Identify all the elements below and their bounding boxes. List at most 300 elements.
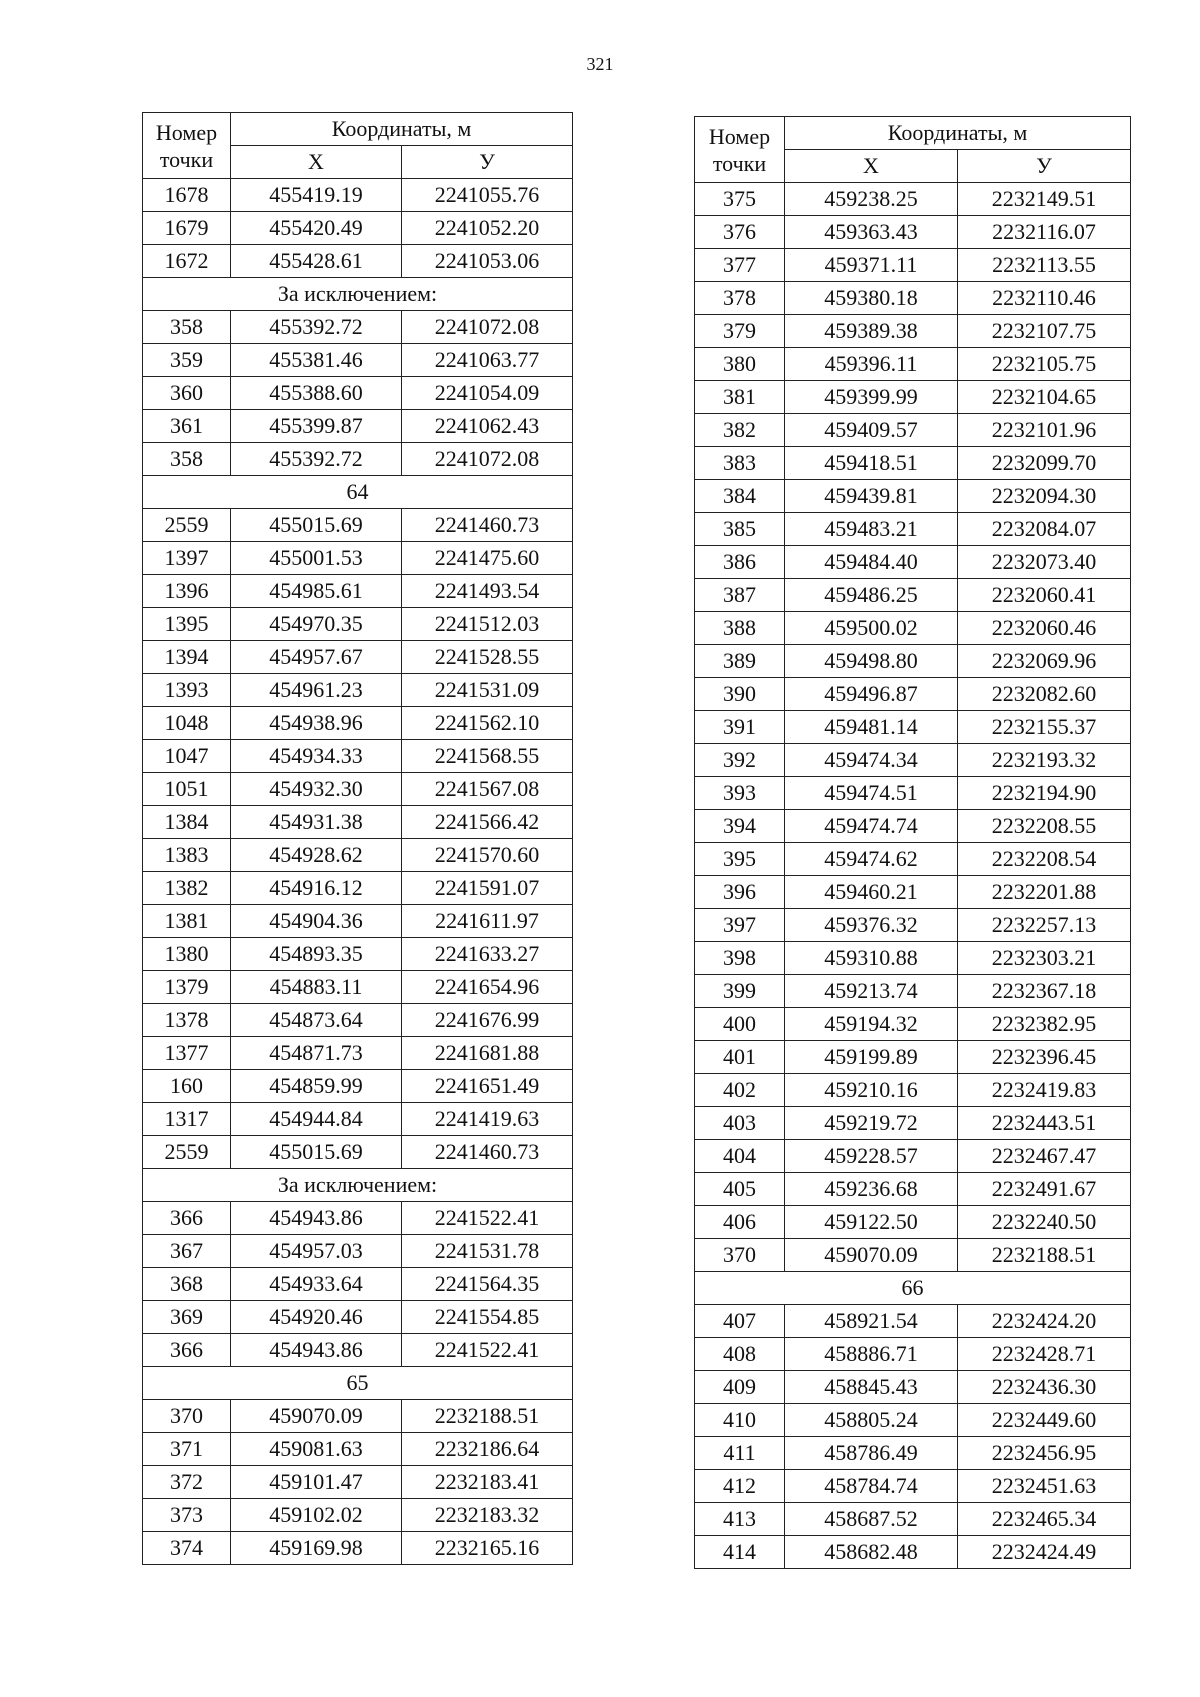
point-number-cell: 386 <box>695 546 785 579</box>
table-row <box>695 348 1131 381</box>
point-number-cell: 1048 <box>143 707 231 740</box>
table-row <box>695 183 1131 216</box>
y-coordinate-cell: 2241566.42 <box>402 806 573 839</box>
y-coordinate-cell: 2232104.65 <box>958 381 1131 414</box>
table-body <box>143 179 573 1565</box>
y-coordinate-cell: 2232073.40 <box>958 546 1131 579</box>
table-row <box>695 810 1131 843</box>
y-coordinate-cell: 2241591.07 <box>402 872 573 905</box>
table-row <box>143 773 573 806</box>
point-number-cell: 396 <box>695 876 785 909</box>
table-row <box>143 872 573 905</box>
point-number-cell: 387 <box>695 579 785 612</box>
x-coordinate-cell: 454961.23 <box>231 674 402 707</box>
y-coordinate-cell: 2241611.97 <box>402 905 573 938</box>
table-row <box>143 1466 573 1499</box>
table-row <box>695 909 1131 942</box>
table-row <box>143 179 573 212</box>
y-coordinate-cell: 2241062.43 <box>402 410 573 443</box>
point-number-cell: 367 <box>143 1235 231 1268</box>
y-coordinate-cell: 2232443.51 <box>958 1107 1131 1140</box>
table-row <box>143 1136 573 1169</box>
point-number-cell: 392 <box>695 744 785 777</box>
table-row <box>695 282 1131 315</box>
table-row <box>143 1070 573 1103</box>
x-coordinate-cell: 459101.47 <box>231 1466 402 1499</box>
point-number-cell: 375 <box>695 183 785 216</box>
y-coordinate-cell: 2232208.54 <box>958 843 1131 876</box>
point-number-cell: 390 <box>695 678 785 711</box>
table-row <box>143 542 573 575</box>
y-coordinate-cell: 2232428.71 <box>958 1338 1131 1371</box>
x-coordinate-cell: 458786.49 <box>785 1437 958 1470</box>
table-row <box>695 381 1131 414</box>
x-coordinate-cell: 455428.61 <box>231 245 402 278</box>
point-number-cell: 370 <box>143 1400 231 1433</box>
x-coordinate-cell: 455381.46 <box>231 344 402 377</box>
point-number-cell: 394 <box>695 810 785 843</box>
point-number-cell: 411 <box>695 1437 785 1470</box>
y-coordinate-cell: 2232451.63 <box>958 1470 1131 1503</box>
table-row <box>143 212 573 245</box>
point-number-cell: 1377 <box>143 1037 231 1070</box>
x-coordinate-cell: 459439.81 <box>785 480 958 513</box>
x-coordinate-cell: 455419.19 <box>231 179 402 212</box>
point-number-cell: 1380 <box>143 938 231 971</box>
coordinates-table-right <box>694 116 1131 1569</box>
table-row <box>143 839 573 872</box>
table-row <box>695 975 1131 1008</box>
y-coordinate-cell: 2232193.32 <box>958 744 1131 777</box>
coordinates-table-left <box>142 112 573 1565</box>
point-number-cell: 1397 <box>143 542 231 575</box>
table-row <box>143 707 573 740</box>
y-coordinate-cell: 2241054.09 <box>402 377 573 410</box>
section-label: 65 <box>143 1367 573 1400</box>
y-coordinate-cell: 2232257.13 <box>958 909 1131 942</box>
x-coordinate-cell: 454985.61 <box>231 575 402 608</box>
x-coordinate-cell: 458921.54 <box>785 1305 958 1338</box>
x-coordinate-cell: 454957.03 <box>231 1235 402 1268</box>
x-column-header: Х <box>231 146 402 179</box>
y-coordinate-cell: 2232419.83 <box>958 1074 1131 1107</box>
y-coordinate-cell: 2241475.60 <box>402 542 573 575</box>
table-row <box>695 1173 1131 1206</box>
x-coordinate-cell: 459228.57 <box>785 1140 958 1173</box>
y-coordinate-cell: 2232396.45 <box>958 1041 1131 1074</box>
point-number-cell: 399 <box>695 975 785 1008</box>
y-coordinate-cell: 2232424.49 <box>958 1536 1131 1569</box>
y-coordinate-cell: 2232155.37 <box>958 711 1131 744</box>
x-coordinate-cell: 459371.11 <box>785 249 958 282</box>
y-coordinate-cell: 2241562.10 <box>402 707 573 740</box>
table-row <box>695 1437 1131 1470</box>
point-number-cell: 400 <box>695 1008 785 1041</box>
point-number-cell: 404 <box>695 1140 785 1173</box>
x-coordinate-cell: 459474.34 <box>785 744 958 777</box>
table-row <box>143 575 573 608</box>
point-number-header-line1: Номер <box>708 123 771 149</box>
x-coordinate-cell: 459486.25 <box>785 579 958 612</box>
x-coordinate-cell: 454920.46 <box>231 1301 402 1334</box>
point-number-header-line1: Номер <box>155 119 218 145</box>
y-coordinate-cell: 2232382.95 <box>958 1008 1131 1041</box>
y-coordinate-cell: 2232116.07 <box>958 216 1131 249</box>
point-number-cell: 410 <box>695 1404 785 1437</box>
table-row <box>695 843 1131 876</box>
table-row <box>143 1202 573 1235</box>
point-number-cell: 1396 <box>143 575 231 608</box>
point-number-cell: 1382 <box>143 872 231 905</box>
point-number-cell: 413 <box>695 1503 785 1536</box>
point-number-cell: 373 <box>143 1499 231 1532</box>
x-coordinate-cell: 459474.74 <box>785 810 958 843</box>
x-coordinate-cell: 454931.38 <box>231 806 402 839</box>
x-coordinate-cell: 455420.49 <box>231 212 402 245</box>
point-number-cell: 393 <box>695 777 785 810</box>
y-coordinate-cell: 2232465.34 <box>958 1503 1131 1536</box>
x-coordinate-cell: 459418.51 <box>785 447 958 480</box>
y-coordinate-cell: 2232149.51 <box>958 183 1131 216</box>
point-number-cell: 383 <box>695 447 785 480</box>
table-row <box>143 344 573 377</box>
y-coordinate-cell: 2241072.08 <box>402 311 573 344</box>
table-row <box>695 414 1131 447</box>
x-coordinate-cell: 459483.21 <box>785 513 958 546</box>
section-label: За исключением: <box>143 278 573 311</box>
x-coordinate-cell: 454934.33 <box>231 740 402 773</box>
point-number-cell: 382 <box>695 414 785 447</box>
x-coordinate-cell: 458886.71 <box>785 1338 958 1371</box>
y-coordinate-cell: 2241564.35 <box>402 1268 573 1301</box>
coordinates-header: Координаты, м <box>785 117 1131 150</box>
point-number-cell: 1383 <box>143 839 231 872</box>
y-coordinate-cell: 2232424.20 <box>958 1305 1131 1338</box>
table-row <box>143 905 573 938</box>
point-number-cell: 1672 <box>143 245 231 278</box>
x-coordinate-cell: 459236.68 <box>785 1173 958 1206</box>
table-row <box>695 249 1131 282</box>
point-number-cell: 1678 <box>143 179 231 212</box>
x-coordinate-cell: 458687.52 <box>785 1503 958 1536</box>
point-number-cell: 414 <box>695 1536 785 1569</box>
x-coordinate-cell: 459363.43 <box>785 216 958 249</box>
x-coordinate-cell: 459399.99 <box>785 381 958 414</box>
x-coordinate-cell: 455388.60 <box>231 377 402 410</box>
x-coordinate-cell: 459081.63 <box>231 1433 402 1466</box>
table-row <box>695 447 1131 480</box>
point-number-cell: 401 <box>695 1041 785 1074</box>
point-number-cell: 409 <box>695 1371 785 1404</box>
table-row <box>695 513 1131 546</box>
x-coordinate-cell: 455001.53 <box>231 542 402 575</box>
point-number-header-line2: точки <box>159 146 214 172</box>
x-coordinate-cell: 455392.72 <box>231 443 402 476</box>
x-coordinate-cell: 459070.09 <box>785 1239 958 1272</box>
y-coordinate-cell: 2232303.21 <box>958 942 1131 975</box>
y-coordinate-cell: 2232060.41 <box>958 579 1131 612</box>
table-row <box>143 1334 573 1367</box>
table-row <box>695 1041 1131 1074</box>
x-coordinate-cell: 454932.30 <box>231 773 402 806</box>
table-row <box>143 938 573 971</box>
y-coordinate-cell: 2232060.46 <box>958 612 1131 645</box>
point-number-header-line2: точки <box>712 150 767 176</box>
y-coordinate-cell: 2241528.55 <box>402 641 573 674</box>
y-coordinate-cell: 2241568.55 <box>402 740 573 773</box>
point-number-cell: 370 <box>695 1239 785 1272</box>
x-coordinate-cell: 454893.35 <box>231 938 402 971</box>
point-number-cell: 372 <box>143 1466 231 1499</box>
x-coordinate-cell: 459219.72 <box>785 1107 958 1140</box>
section-row <box>695 1272 1131 1305</box>
point-number-cell: 397 <box>695 909 785 942</box>
table-row <box>143 1037 573 1070</box>
point-number-cell: 388 <box>695 612 785 645</box>
y-coordinate-cell: 2241531.09 <box>402 674 573 707</box>
point-number-cell: 1047 <box>143 740 231 773</box>
y-coordinate-cell: 2241493.54 <box>402 575 573 608</box>
x-coordinate-cell: 459409.57 <box>785 414 958 447</box>
table-row <box>695 777 1131 810</box>
table-row <box>695 1008 1131 1041</box>
table-row <box>695 1536 1131 1569</box>
x-coordinate-cell: 459474.62 <box>785 843 958 876</box>
x-coordinate-cell: 454873.64 <box>231 1004 402 1037</box>
point-number-cell: 377 <box>695 249 785 282</box>
y-coordinate-cell: 2241651.49 <box>402 1070 573 1103</box>
y-coordinate-cell: 2241512.03 <box>402 608 573 641</box>
table-row <box>695 876 1131 909</box>
point-number-cell: 402 <box>695 1074 785 1107</box>
x-column-header: Х <box>785 150 958 183</box>
point-number-cell: 1379 <box>143 971 231 1004</box>
table-row <box>143 1400 573 1433</box>
point-number-cell: 398 <box>695 942 785 975</box>
x-coordinate-cell: 459210.16 <box>785 1074 958 1107</box>
x-coordinate-cell: 459474.51 <box>785 777 958 810</box>
x-coordinate-cell: 454943.86 <box>231 1334 402 1367</box>
table-row <box>695 1404 1131 1437</box>
y-coordinate-cell: 2232082.60 <box>958 678 1131 711</box>
y-coordinate-cell: 2232188.51 <box>958 1239 1131 1272</box>
x-coordinate-cell: 454933.64 <box>231 1268 402 1301</box>
point-number-cell: 1679 <box>143 212 231 245</box>
y-coordinate-cell: 2232491.67 <box>958 1173 1131 1206</box>
y-coordinate-cell: 2232194.90 <box>958 777 1131 810</box>
y-coordinate-cell: 2232101.96 <box>958 414 1131 447</box>
point-number-cell: 366 <box>143 1334 231 1367</box>
table-row <box>695 612 1131 645</box>
table-row <box>143 971 573 1004</box>
table-body <box>695 183 1131 1569</box>
point-number-cell: 381 <box>695 381 785 414</box>
table-row <box>143 1103 573 1136</box>
table-row <box>143 1499 573 1532</box>
x-coordinate-cell: 459496.87 <box>785 678 958 711</box>
table-row <box>143 1433 573 1466</box>
x-coordinate-cell: 454916.12 <box>231 872 402 905</box>
point-number-cell: 368 <box>143 1268 231 1301</box>
y-coordinate-cell: 2232099.70 <box>958 447 1131 480</box>
x-coordinate-cell: 455392.72 <box>231 311 402 344</box>
y-coordinate-cell: 2232240.50 <box>958 1206 1131 1239</box>
point-number-cell: 369 <box>143 1301 231 1334</box>
x-coordinate-cell: 454943.86 <box>231 1202 402 1235</box>
point-number-cell: 379 <box>695 315 785 348</box>
x-coordinate-cell: 459213.74 <box>785 975 958 1008</box>
y-coordinate-cell: 2232456.95 <box>958 1437 1131 1470</box>
point-number-cell: 395 <box>695 843 785 876</box>
y-coordinate-cell: 2232084.07 <box>958 513 1131 546</box>
y-coordinate-cell: 2241063.77 <box>402 344 573 377</box>
point-number-cell: 412 <box>695 1470 785 1503</box>
table-row <box>695 480 1131 513</box>
section-row <box>143 1169 573 1202</box>
point-number-cell: 405 <box>695 1173 785 1206</box>
table-row <box>143 377 573 410</box>
y-coordinate-cell: 2241052.20 <box>402 212 573 245</box>
point-number-cell: 1317 <box>143 1103 231 1136</box>
y-coordinate-cell: 2241554.85 <box>402 1301 573 1334</box>
x-coordinate-cell: 454938.96 <box>231 707 402 740</box>
y-coordinate-cell: 2232449.60 <box>958 1404 1131 1437</box>
point-number-cell: 2559 <box>143 509 231 542</box>
y-coordinate-cell: 2241531.78 <box>402 1235 573 1268</box>
x-coordinate-cell: 454944.84 <box>231 1103 402 1136</box>
y-coordinate-cell: 2241055.76 <box>402 179 573 212</box>
y-coordinate-cell: 2232094.30 <box>958 480 1131 513</box>
table-row <box>695 315 1131 348</box>
x-coordinate-cell: 459122.50 <box>785 1206 958 1239</box>
point-number-cell: 371 <box>143 1433 231 1466</box>
x-coordinate-cell: 459396.11 <box>785 348 958 381</box>
y-coordinate-cell: 2232105.75 <box>958 348 1131 381</box>
x-coordinate-cell: 459376.32 <box>785 909 958 942</box>
y-coordinate-cell: 2241654.96 <box>402 971 573 1004</box>
x-coordinate-cell: 459169.98 <box>231 1532 402 1565</box>
y-column-header: У <box>402 146 573 179</box>
point-number-cell: 403 <box>695 1107 785 1140</box>
y-coordinate-cell: 2232208.55 <box>958 810 1131 843</box>
section-label: За исключением: <box>143 1169 573 1202</box>
table-row <box>695 1338 1131 1371</box>
table-row <box>143 509 573 542</box>
table-row <box>695 546 1131 579</box>
x-coordinate-cell: 459500.02 <box>785 612 958 645</box>
y-coordinate-cell: 2232069.96 <box>958 645 1131 678</box>
table-row <box>695 1305 1131 1338</box>
table-row <box>695 1074 1131 1107</box>
table-row <box>695 645 1131 678</box>
y-coordinate-cell: 2241419.63 <box>402 1103 573 1136</box>
y-coordinate-cell: 2232183.32 <box>402 1499 573 1532</box>
table-row <box>143 1268 573 1301</box>
point-number-cell: 1393 <box>143 674 231 707</box>
y-coordinate-cell: 2241681.88 <box>402 1037 573 1070</box>
y-coordinate-cell: 2232186.64 <box>402 1433 573 1466</box>
point-number-cell: 1378 <box>143 1004 231 1037</box>
x-coordinate-cell: 459238.25 <box>785 183 958 216</box>
table-row <box>143 641 573 674</box>
y-coordinate-cell: 2241570.60 <box>402 839 573 872</box>
point-number-cell: 358 <box>143 443 231 476</box>
point-number-cell: 2559 <box>143 1136 231 1169</box>
point-number-cell: 407 <box>695 1305 785 1338</box>
y-column-header: У <box>958 150 1131 183</box>
x-coordinate-cell: 459498.80 <box>785 645 958 678</box>
table-row <box>695 942 1131 975</box>
x-coordinate-cell: 459310.88 <box>785 942 958 975</box>
point-number-cell: 408 <box>695 1338 785 1371</box>
y-coordinate-cell: 2232183.41 <box>402 1466 573 1499</box>
y-coordinate-cell: 2241522.41 <box>402 1202 573 1235</box>
table-row <box>695 744 1131 777</box>
table-row <box>143 740 573 773</box>
table-row <box>695 1371 1131 1404</box>
y-coordinate-cell: 2241676.99 <box>402 1004 573 1037</box>
x-coordinate-cell: 458682.48 <box>785 1536 958 1569</box>
y-coordinate-cell: 2232107.75 <box>958 315 1131 348</box>
x-coordinate-cell: 459389.38 <box>785 315 958 348</box>
point-number-cell: 374 <box>143 1532 231 1565</box>
x-coordinate-cell: 459102.02 <box>231 1499 402 1532</box>
x-coordinate-cell: 459199.89 <box>785 1041 958 1074</box>
table-row <box>695 1470 1131 1503</box>
x-coordinate-cell: 458784.74 <box>785 1470 958 1503</box>
table-row <box>143 1004 573 1037</box>
x-coordinate-cell: 458805.24 <box>785 1404 958 1437</box>
point-number-cell: 378 <box>695 282 785 315</box>
x-coordinate-cell: 458845.43 <box>785 1371 958 1404</box>
y-coordinate-cell: 2241053.06 <box>402 245 573 278</box>
table-row <box>143 806 573 839</box>
table-row <box>695 579 1131 612</box>
table-row <box>695 711 1131 744</box>
point-number-cell: 391 <box>695 711 785 744</box>
x-coordinate-cell: 459070.09 <box>231 1400 402 1433</box>
point-number-cell: 1394 <box>143 641 231 674</box>
section-row <box>143 1367 573 1400</box>
y-coordinate-cell: 2232188.51 <box>402 1400 573 1433</box>
point-number-cell: 1395 <box>143 608 231 641</box>
table-row <box>143 311 573 344</box>
point-number-cell: 366 <box>143 1202 231 1235</box>
x-coordinate-cell: 459460.21 <box>785 876 958 909</box>
x-coordinate-cell: 454871.73 <box>231 1037 402 1070</box>
point-number-cell: 160 <box>143 1070 231 1103</box>
y-coordinate-cell: 2232467.47 <box>958 1140 1131 1173</box>
x-coordinate-cell: 455015.69 <box>231 1136 402 1169</box>
y-coordinate-cell: 2232113.55 <box>958 249 1131 282</box>
section-label: 64 <box>143 476 573 509</box>
page-number: 321 <box>586 54 614 74</box>
point-number-cell: 380 <box>695 348 785 381</box>
y-coordinate-cell: 2232110.46 <box>958 282 1131 315</box>
y-coordinate-cell: 2232165.16 <box>402 1532 573 1565</box>
table-row <box>143 245 573 278</box>
y-coordinate-cell: 2241072.08 <box>402 443 573 476</box>
y-coordinate-cell: 2241460.73 <box>402 509 573 542</box>
table-row <box>143 608 573 641</box>
point-number-cell: 385 <box>695 513 785 546</box>
point-number-cell: 361 <box>143 410 231 443</box>
point-number-cell: 358 <box>143 311 231 344</box>
coordinates-header: Координаты, м <box>231 113 573 146</box>
table-row <box>143 1532 573 1565</box>
table-row <box>695 1239 1131 1272</box>
point-number-cell: 406 <box>695 1206 785 1239</box>
